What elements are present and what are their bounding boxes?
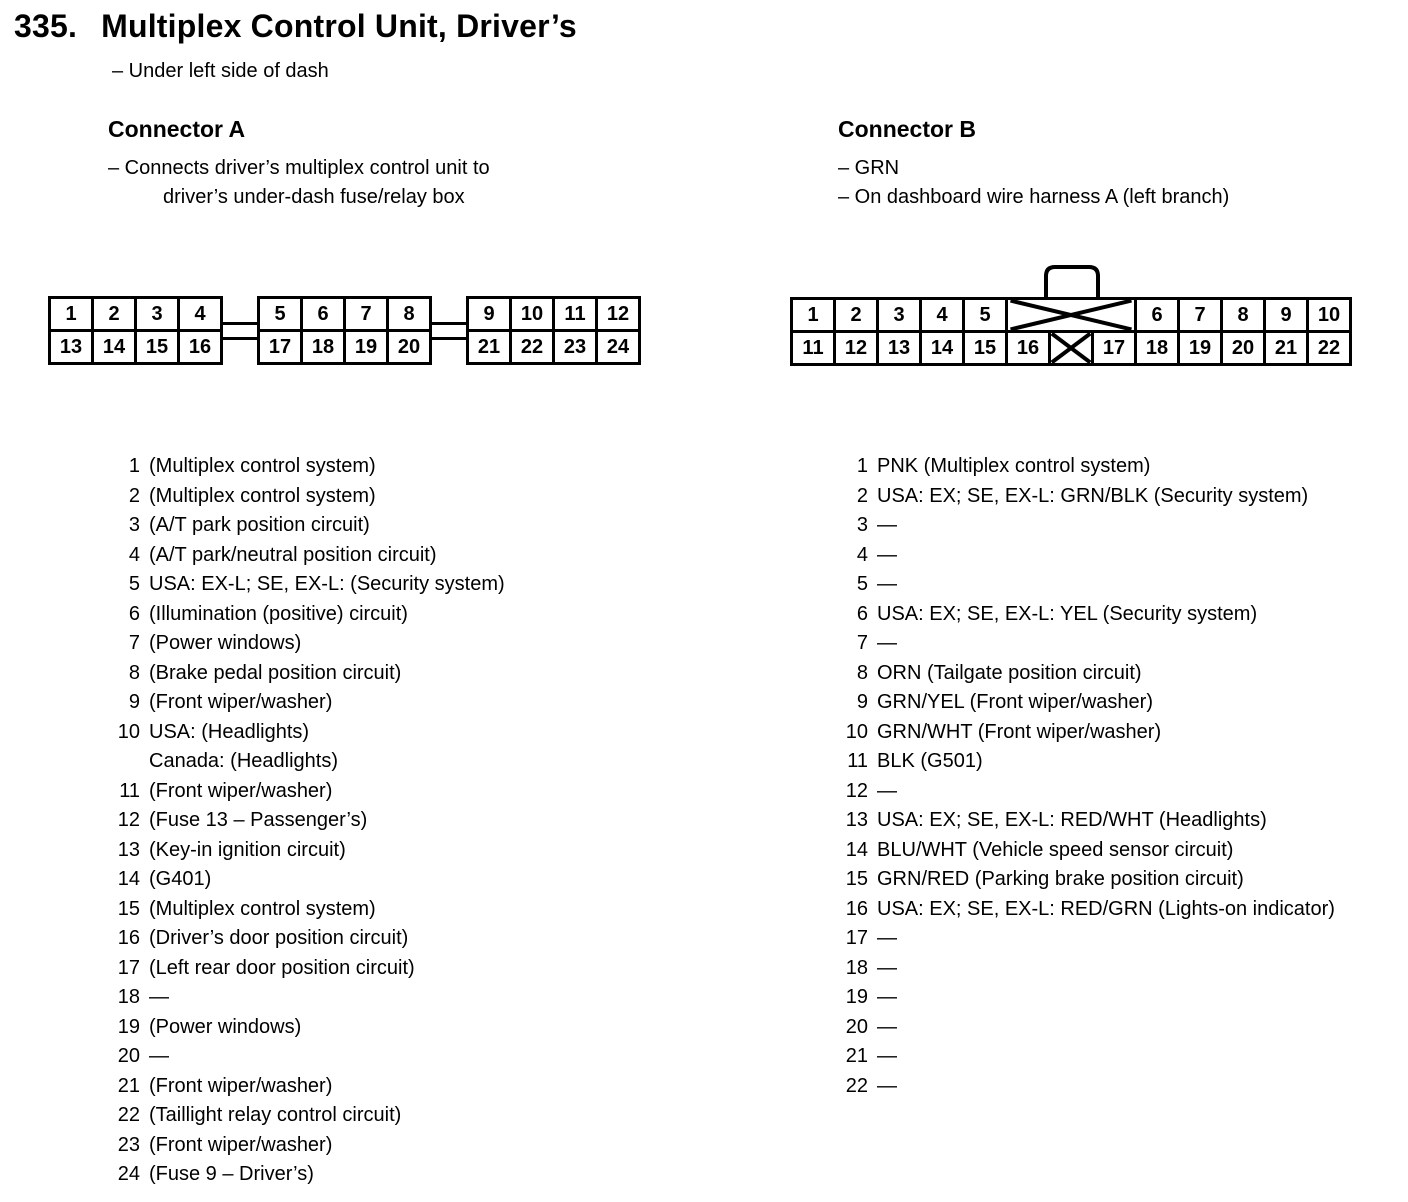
pin-description [877,511,897,541]
pin-cavity-b-15: 15 [962,330,1008,366]
connector-a-pin-18 [113,983,505,1013]
pin-cavity-b-1: 1 [790,297,836,333]
connector-b-pin-22 [841,1072,1335,1102]
pin-description [877,983,897,1013]
pin-description [149,1013,301,1043]
pin-cavity-a-20: 20 [386,329,432,365]
pin-cavity-a-19: 19 [343,329,389,365]
pin-cavity-a-5: 5 [257,296,303,332]
cavity-row [466,296,641,332]
connector-b-pin-8 [841,659,1335,689]
connector-a-pin-12 [113,806,505,836]
pin-description [149,1160,314,1190]
pin-description [149,954,415,984]
pin-description [149,895,376,925]
pin-number: 6 [128,602,140,625]
pin-cavity-a-24: 24 [595,329,641,365]
connector-a-pin-list [113,452,505,1190]
pin-description-line: (Power windows) [149,632,302,654]
pin-description-line: — [877,1015,897,1038]
pin-description-line: — [149,1045,169,1067]
pin-cavity-a-22: 22 [509,329,555,365]
pin-number: 12 [117,809,140,831]
pin-description-line: — [877,543,897,566]
connector-a-block [48,296,223,365]
pin-description [877,482,1308,512]
pin-description [149,600,408,630]
pin-description-line: GRN/YEL (Front wiper/washer) [877,691,1153,713]
pin-cavity-b-3: 3 [876,297,922,333]
pin-description-line: USA: EX; SE, EX-L: GRN/BLK (Security system) [877,484,1309,507]
pin-description-line: (Taillight relay control circuit) [149,1104,402,1126]
pin-description [877,1072,897,1102]
pin-number: 24 [117,1163,140,1185]
pin-cavity-a-11: 11 [552,296,598,332]
connector-a-block [466,296,641,365]
cavity-row [790,330,1352,366]
pin-number: 18 [117,986,140,1008]
cavity-row [466,329,641,365]
pin-description-line: (Fuse 13 – Passenger’s) [149,809,368,831]
connector-a-pin-6 [113,600,505,630]
pin-cavity-a-4: 4 [177,296,223,332]
pin-cavity-a-8: 8 [386,296,432,332]
pin-description [149,836,346,866]
connector-b-description-line-2: – On dashboard wire harness A (left branch) [838,186,1230,208]
pin-description-line: (Illumination (positive) circuit) [149,602,408,625]
pin-cavity-b-12: 12 [833,330,879,366]
pin-description [877,895,1335,925]
pin-description [877,452,1150,482]
pin-description-line: (A/T park/neutral position circuit) [149,543,437,566]
connector-a-bridge [220,322,260,340]
pin-cavity-a-23: 23 [552,329,598,365]
cavity-row [48,329,223,365]
pin-description-line: (Brake pedal position circuit) [149,661,402,684]
pin-description-line: — [877,1045,897,1067]
pin-description [149,777,332,807]
pin-description [877,747,983,777]
pin-cavity-a-18: 18 [300,329,346,365]
connector-b-pin-11 [841,747,1335,777]
pin-number: 17 [845,927,868,949]
pin-cavity-b-2: 2 [833,297,879,333]
connector-a-pin-7 [113,629,505,659]
pin-description [149,452,376,482]
pin-cavity-a-10: 10 [509,296,555,332]
pin-cavity-a-9: 9 [466,296,512,332]
pin-description [149,629,301,659]
section-number: 335. [14,8,78,44]
pin-number: 6 [856,602,868,625]
pin-cavity-b-16: 16 [1005,330,1051,366]
pin-description [149,865,211,895]
pin-number: 7 [856,632,868,654]
pin-description-line: — [877,927,897,949]
pin-description-line: USA: EX; SE, EX-L: RED/WHT (Headlights) [877,809,1267,831]
pin-description [877,629,897,659]
pin-description [877,718,1161,748]
connector-a-diagram [48,296,641,365]
pin-description-line: (Fuse 9 – Driver’s) [149,1163,314,1185]
pin-description-line: USA: (Headlights) [149,720,310,743]
pin-number: 11 [119,779,140,802]
pin-number: 3 [128,514,140,536]
connector-b-pin-1 [841,452,1335,482]
connector-b-pin-10 [841,718,1335,748]
pin-description [149,1042,169,1072]
connector-b-pin-3 [841,511,1335,541]
pin-cavity-a-6: 6 [300,296,346,332]
pin-description-line: — [877,514,897,536]
pin-description [149,1131,332,1161]
pin-number: 20 [845,1015,868,1038]
pin-description [149,659,401,689]
connector-a-pin-2 [113,482,505,512]
connector-a-heading: Connector A [108,116,246,142]
connector-b-pin-4 [841,541,1335,571]
connector-b-heading: Connector B [838,116,976,142]
connector-b-pin-14 [841,836,1335,866]
connector-a-pin-19 [113,1013,505,1043]
pin-description-line: — [877,1074,897,1097]
pin-description-line: ORN (Tailgate position circuit) [877,661,1142,684]
pin-description [149,1101,401,1131]
pin-description-line: — [877,956,897,979]
pin-number: 1 [856,455,868,477]
pin-number: 5 [128,573,140,595]
connector-b-pin-12 [841,777,1335,807]
blocked-x-icon [1008,300,1134,330]
connector-a-pin-1 [113,452,505,482]
section-title: Multiplex Control Unit, Driver’s [101,8,577,44]
pin-number: 10 [117,720,140,743]
pin-number: 3 [856,514,868,536]
connector-b-pin-2 [841,482,1335,512]
cavity-row [257,296,432,332]
connector-a-description-line-2: driver’s under-dash fuse/relay box [163,186,465,208]
pin-number: 17 [117,956,140,979]
pin-number: 16 [845,897,868,920]
pin-description-line: (Multiplex control system) [149,455,376,477]
pin-description [149,570,505,600]
pin-description-line: BLK (G501) [877,750,983,772]
pin-description-line: — [877,986,897,1008]
pin-description-line: — [877,573,897,595]
pin-number: 21 [117,1074,140,1097]
pin-number: 22 [845,1074,868,1097]
connector-a-pin-20 [113,1042,505,1072]
pin-cavity-b-18: 18 [1134,330,1180,366]
pin-description-line: PNK (Multiplex control system) [877,455,1151,477]
connector-b-pin-19 [841,983,1335,1013]
pin-cavity-a-14: 14 [91,329,137,365]
pin-description-line: (A/T park position circuit) [149,514,370,536]
connector-a-bridge [429,322,469,340]
connector-b-pin-list [841,452,1335,1101]
pin-description [877,570,897,600]
pin-description-line: USA: EX; SE, EX-L: RED/GRN (Lights-on indicator) [877,897,1335,920]
pin-number: 9 [128,691,140,713]
connector-b-diagram [790,297,1352,366]
pin-description [877,806,1267,836]
pin-description-line: (Front wiper/washer) [149,691,333,713]
pin-description-line: USA: EX; SE, EX-L: YEL (Security system) [877,602,1258,625]
connector-a-block [257,296,432,365]
pin-number: 9 [856,691,868,713]
pin-description [877,659,1142,689]
pin-cavity-a-12: 12 [595,296,641,332]
connector-b-pin-16 [841,895,1335,925]
pin-cavity-a-3: 3 [134,296,180,332]
pin-number: 2 [856,484,868,507]
pin-cavity-b-7: 7 [1177,297,1223,333]
pin-description-line: (Multiplex control system) [149,484,376,507]
pin-number: 14 [117,868,140,890]
pin-description [877,954,897,984]
pin-cavity-b-5: 5 [962,297,1008,333]
pin-description-line: — [877,632,897,654]
pin-cavity-b-22: 22 [1306,330,1352,366]
pin-number: 8 [856,661,868,684]
pin-number: 18 [845,956,868,979]
pin-description-line: (Power windows) [149,1015,302,1038]
pin-description [877,865,1244,895]
connector-a-pin-13 [113,836,505,866]
pin-description [877,1013,897,1043]
pin-description [149,718,338,777]
pin-description [877,924,897,954]
pin-cavity-b-21: 21 [1263,330,1309,366]
pin-number: 15 [845,868,868,890]
pin-description [149,688,332,718]
connector-a-pin-24 [113,1160,505,1190]
connector-a-pin-4 [113,541,505,571]
pin-description [149,806,367,836]
pin-cavity-b-11: 11 [790,330,836,366]
pin-cavity-a-15: 15 [134,329,180,365]
pin-cavity-b-8: 8 [1220,297,1266,333]
pin-number: 1 [128,455,140,477]
pin-cavity-b-6: 6 [1134,297,1180,333]
connector-a-description-line-1: – Connects driver’s multiplex control unit to [108,157,490,179]
pin-number: 4 [856,543,868,566]
pin-description-line: GRN/WHT (Front wiper/washer) [877,720,1162,743]
pin-cavity-b-13: 13 [876,330,922,366]
connector-a-pin-5 [113,570,505,600]
pin-cavity-b-19: 19 [1177,330,1223,366]
pin-number: 13 [845,809,868,831]
pin-number: 15 [117,897,140,920]
pin-description-line: (Key-in ignition circuit) [149,838,346,861]
connector-a-pin-3 [113,511,505,541]
connector-b-pin-9 [841,688,1335,718]
pin-description-line: (G401) [149,868,212,890]
pin-cavity-a-16: 16 [177,329,223,365]
pin-cavity-b-14: 14 [919,330,965,366]
pin-description [149,482,376,512]
connector-a-pin-22 [113,1101,505,1131]
pin-cavity-b-10: 10 [1306,297,1352,333]
pin-cavity-b-17: 17 [1091,330,1137,366]
pin-number: 20 [117,1045,140,1067]
pin-description-line: GRN/RED (Parking brake position circuit) [877,868,1244,890]
pin-description [149,983,169,1013]
pin-cavity-a-17: 17 [257,329,303,365]
blocked-x-icon [1051,333,1091,363]
pin-cavity-b-4: 4 [919,297,965,333]
pin-number: 10 [845,720,868,743]
pin-description-line: (Front wiper/washer) [149,1074,333,1097]
cavity-row [790,297,1352,333]
pin-description [877,688,1153,718]
pin-description [149,924,408,954]
pin-cavity-a-13: 13 [48,329,94,365]
pin-cavity-a-7: 7 [343,296,389,332]
pin-description [877,836,1233,866]
blocked-cavity [1048,330,1094,366]
pin-number: 23 [117,1133,140,1156]
pin-description [877,600,1257,630]
pin-number: 22 [117,1104,140,1126]
pin-number: 2 [128,484,140,507]
pin-description-line: (Multiplex control system) [149,897,376,920]
connector-b-pin-6 [841,600,1335,630]
connector-b-pin-17 [841,924,1335,954]
pin-description-line: BLU/WHT (Vehicle speed sensor circuit) [877,838,1234,861]
pin-cavity-b-20: 20 [1220,330,1266,366]
cavity-row [48,296,223,332]
pin-description-line: USA: EX-L; SE, EX-L: (Security system) [149,573,505,595]
connector-a-pin-16 [113,924,505,954]
connector-a-pin-9 [113,688,505,718]
pin-number: 19 [117,1015,140,1038]
connector-b-description-line-1: – GRN [838,157,900,179]
connector-b-pin-5 [841,570,1335,600]
pin-number: 7 [128,632,140,654]
connector-a-pin-17 [113,954,505,984]
pin-description [149,511,370,541]
connector-b-pin-15 [841,865,1335,895]
connector-b-pin-21 [841,1042,1335,1072]
connector-a-pin-21 [113,1072,505,1102]
pin-description-line: — [877,779,897,802]
pin-number: 13 [117,838,140,861]
connector-b-pin-13 [841,806,1335,836]
connector-a-pin-14 [113,865,505,895]
pin-description [877,1042,897,1072]
cavity-row [257,329,432,365]
connector-a-pin-8 [113,659,505,689]
pin-description-line: (Left rear door position circuit) [149,956,415,979]
pin-description [149,1072,332,1102]
pin-cavity-a-1: 1 [48,296,94,332]
pin-number: 12 [845,779,868,802]
pin-description [877,777,897,807]
blocked-cavity [1005,297,1137,333]
pin-cavity-a-2: 2 [91,296,137,332]
pin-description-line: Canada: (Headlights) [149,750,338,772]
location-note: – Under left side of dash [112,60,329,82]
pin-description-line: (Front wiper/washer) [149,779,333,802]
pin-description [149,541,437,571]
pin-description [877,541,897,571]
connector-b-pin-20 [841,1013,1335,1043]
pin-description-line: (Driver’s door position circuit) [149,927,409,949]
connector-a-pin-10 [113,718,505,777]
pin-description-line: — [149,986,169,1008]
connector-b-pin-18 [841,954,1335,984]
pin-number: 4 [128,543,140,566]
pin-number: 5 [856,573,868,595]
pin-number: 11 [847,750,868,772]
pin-cavity-a-21: 21 [466,329,512,365]
pin-description-line: (Front wiper/washer) [149,1133,333,1156]
connector-b-pin-7 [841,629,1335,659]
connector-a-pin-11 [113,777,505,807]
pin-number: 14 [845,838,868,861]
pin-cavity-b-9: 9 [1263,297,1309,333]
pin-number: 21 [845,1045,868,1067]
connector-a-pin-23 [113,1131,505,1161]
page-title [14,8,577,45]
pin-number: 19 [845,986,868,1008]
pin-number: 8 [128,661,140,684]
connector-a-pin-15 [113,895,505,925]
pin-number: 16 [117,927,140,949]
